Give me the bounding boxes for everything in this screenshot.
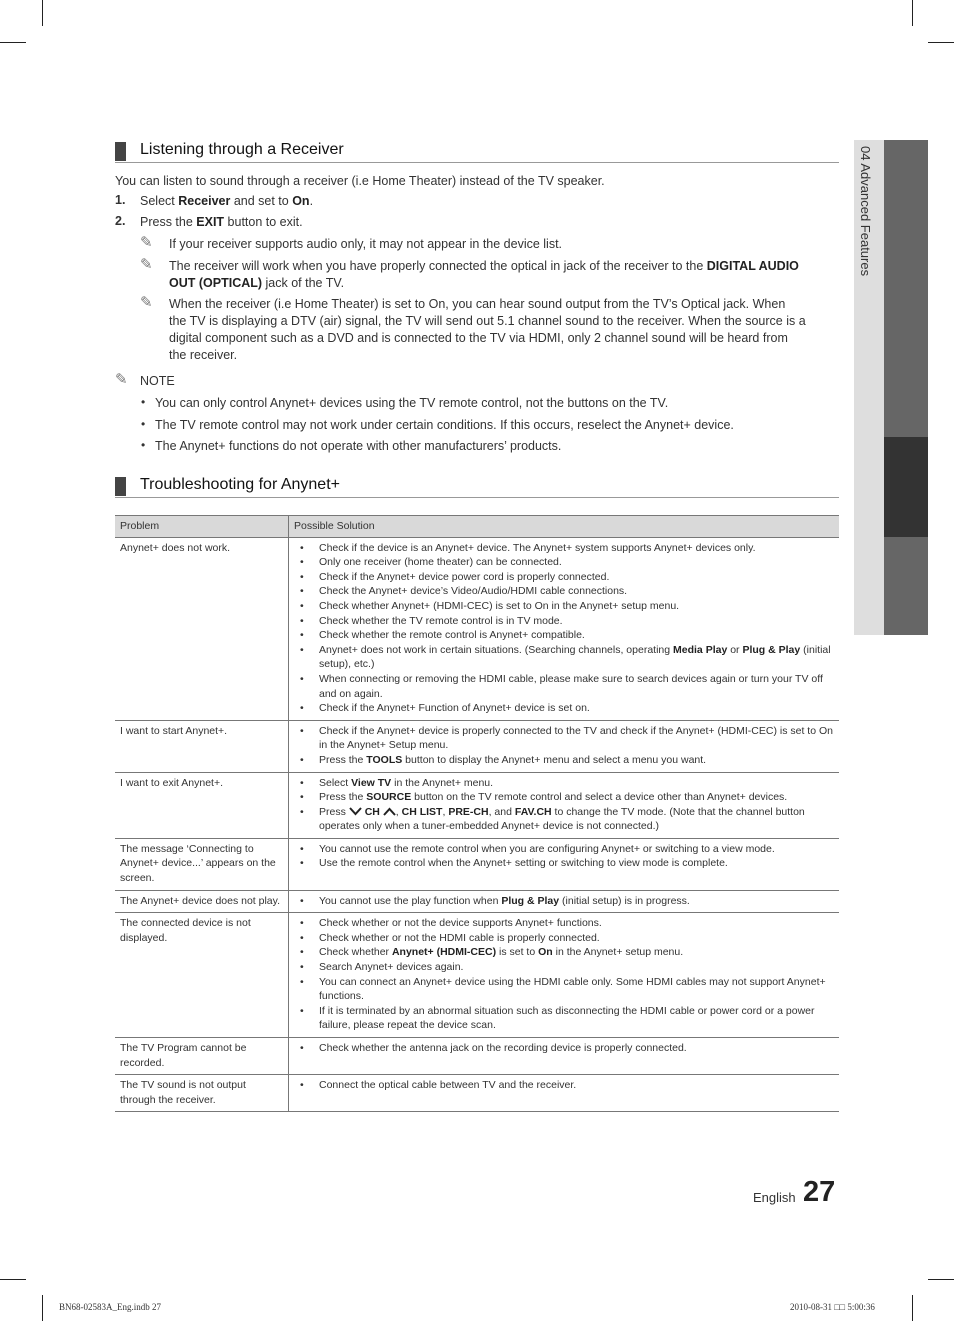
text: Check whether the antenna jack on the recording device is properly connected. [319,1042,687,1054]
pencil-icon: ✎ [140,234,153,251]
crop-mark [0,42,26,43]
heading-bar [115,142,126,161]
bullet-icon: • [300,842,304,855]
section-heading [115,475,839,498]
text: jack of the TV. [262,276,345,290]
bold-text: EXIT [196,215,225,229]
text: (initial setup), etc.) [319,643,831,671]
intro-text: You can listen to sound through a receiver (i.e Home Theater) instead of the TV speaker. [115,174,605,188]
pencil-icon: ✎ [140,294,153,311]
text: in the Anynet+ menu. [391,776,494,789]
print-date-info: 2010-08-31 □□ 5:00:36 [790,1302,875,1312]
list-item [297,790,834,805]
bullet-icon: • [141,395,146,409]
bold-text: Plug & Play [501,894,560,907]
bullet-icon: • [300,585,304,598]
problem-cell: Anynet+ does not work. [115,537,289,720]
note-label: NOTE [140,374,175,388]
list-item [297,672,834,701]
text: Check whether [319,946,392,959]
table-row [115,772,839,838]
solution-cell [289,1038,840,1075]
text: Check whether the remote control is Anynet+ compatible. [319,629,585,642]
problem-cell: The TV sound is not output through the receiver. [115,1075,289,1112]
bold-text: DIGITAL AUDIO [706,259,799,273]
list-item [297,1041,834,1056]
bold-text: TOOLS [366,753,403,766]
text: Check if the Anynet+ device is properly connected to the TV and check if the Anynet+ (HDMI-CEC) is set to On in the Anynet+ Setup menu. [319,724,833,752]
text: Check if the Anynet+ Function of Anynet+ device is set on. [319,702,590,715]
text: Check whether the TV remote control is in TV mode. [319,614,563,627]
text: and set to [230,194,293,208]
section-heading [115,140,839,163]
text: Connect the optical cable between TV and the receiver. [319,1079,577,1092]
problem-cell: The Anynet+ device does not play. [115,890,289,913]
bullet-icon: • [300,931,304,944]
list-item [297,643,834,672]
section-title: Troubleshooting for Anynet+ [140,476,340,493]
text: Select [319,776,352,789]
list-item [297,931,834,946]
bullet-icon: • [300,599,304,612]
text: Anynet+ does not work in certain situations. (Searching channels, operating [319,643,674,656]
problem-cell: The TV Program cannot be recorded. [115,1038,289,1075]
solution-cell [289,913,840,1038]
text: Check if the Anynet+ device power cord is properly connected. [319,570,610,583]
crop-mark [912,1295,913,1321]
bold-text: PRE-CH [448,805,489,818]
bullet-icon: • [300,1042,304,1054]
list-item [297,599,834,614]
text: When connecting or removing the HDMI cable, please make sure to search devices again or turn your TV off and on again. [319,672,823,700]
problem-cell: I want to exit Anynet+. [115,772,289,838]
bullet-icon: • [300,857,304,870]
problem-cell: The connected device is not displayed. [115,913,289,1038]
list-item [297,628,834,643]
bullet-icon: • [300,917,304,930]
pencil-icon: ✎ [140,256,153,273]
bold-text: Receiver [178,194,231,208]
list-item [297,614,834,629]
list-item [297,856,834,871]
crop-mark [928,42,954,43]
list-item [297,541,834,556]
text: in the Anynet+ setup menu. [552,946,684,959]
chapter-label: 04 Advanced Features [858,146,873,277]
table-row [115,913,839,1038]
list-item: • Press CH , CH LIST, PRE-CH, and FAV.CH to change the TV mode. (Note that the channel button operates only when a tuner-embedded Anynet+ device is not connected.) [300,805,805,833]
text: Press the [140,215,197,229]
text: Press the [319,791,367,804]
pencil-icon: ✎ [115,371,128,388]
crop-mark [42,0,43,26]
list-item [297,570,834,585]
bullet-icon: • [300,805,304,818]
text: button to exit. [224,215,303,229]
step-text [140,193,313,210]
table-row [115,537,839,720]
chapter-tab [884,140,928,437]
table-row [115,720,839,772]
step-number: 1. [115,193,126,207]
table-row [115,1075,839,1112]
bold-text: SOURCE [366,791,412,804]
bullet-icon: • [300,894,304,907]
bullet-icon: • [300,1079,304,1092]
bullet-icon: • [300,791,304,804]
bullet-icon: • [300,961,304,974]
list-item [297,724,834,753]
solution-cell [289,720,840,772]
list-item [297,894,834,909]
crop-mark [912,0,913,26]
list-item [297,916,834,931]
bullet-icon: • [141,438,146,452]
text: (initial setup) is in progress. [559,894,690,907]
chevron-up-icon [383,807,396,816]
list-item [297,701,834,716]
text: Check if the device is an Anynet+ device. The Anynet+ system supports Anynet+ devices only. [319,541,756,554]
solution-cell [289,838,840,890]
bold-text: OUT (OPTICAL) [169,276,263,290]
chevron-down-icon [349,807,362,816]
solution-cell [289,537,840,720]
bold-text: View TV [351,776,392,789]
list-item [297,960,834,975]
note-text [169,258,839,292]
text: the TV is displaying a DTV (air) signal, the TV will send out 5.1 channel sound to the receiver. When the source is a [169,314,806,328]
bold-text: CH LIST [401,805,443,818]
text: If it is terminated by an abnormal situation such as disconnecting the HDMI cable or power cord or a power failure, please repeat the device scan. [319,1004,815,1032]
text: Check whether or not the HDMI cable is properly connected. [319,931,600,944]
table-row [115,890,839,913]
bullet-text: The TV remote control may not work under certain conditions. If this occurs, reselect the Anynet+ device. [155,418,734,432]
text: to change the TV mode. (Note that the channel button operates only when a tuner-embedded Anynet+ device is not connected.) [319,805,805,833]
text: Check whether Anynet+ (HDMI-CEC) is set to On in the Anynet+ setup menu. [319,599,680,612]
text: Check whether or not the device supports Anynet+ functions. [319,917,602,930]
bullet-text: You can only control Anynet+ devices using the TV remote control, not the buttons on the TV. [155,396,669,410]
text: , and [488,805,515,818]
heading-bar [115,477,126,496]
text: digital component such as a DVD and is connected to the TV via HDMI, only 2 channel sound will be heard from [169,331,788,345]
crop-mark [0,1279,26,1280]
bullet-icon: • [300,1004,304,1017]
troubleshooting-table [115,515,839,1112]
step-text [140,214,303,231]
column-header: Possible Solution [289,516,840,538]
solution-cell [289,890,840,913]
bullet-icon: • [300,614,304,627]
chapter-tab [884,537,928,635]
bullet-icon: • [300,975,304,988]
text: button to display the Anynet+ menu and select a menu you want. [402,753,707,766]
text: When the receiver (i.e Home Theater) is set to On, you can hear sound output from the TV’s Optical jack. When [169,297,786,311]
note-text: If your receiver supports audio only, it may not appear in the device list. [169,237,563,251]
text: Check the Anynet+ device’s Video/Audio/HDMI cable connections. [319,585,628,598]
section-title: Listening through a Receiver [140,141,344,158]
list-item [297,584,834,599]
bold-text: CH [364,805,380,818]
table-header-row [115,516,839,538]
text: Only one receiver (home theater) can be connected. [319,556,562,569]
crop-mark [42,1295,43,1321]
text: You can connect an Anynet+ device using the HDMI cable only. Some HDMI cables may not support Anynet+ functions. [319,975,826,1003]
crop-mark [928,1279,954,1280]
bold-text: On [538,946,553,959]
problem-cell: The message ‘Connecting to Anynet+ device...’ appears on the screen. [115,838,289,890]
text: You cannot use the remote control when you are configuring Anynet+ or switching to a view mode. [319,842,775,855]
bullet-icon: • [300,629,304,642]
page-number: 27 [803,1176,836,1208]
note-text [169,296,839,364]
text: The receiver will work when you have properly connected the optical in jack of the receiver to the [169,259,707,273]
print-file-info: BN68-02583A_Eng.indb 27 [59,1302,161,1312]
chapter-tab-current [884,437,928,537]
bullet-icon: • [300,753,304,766]
bullet-icon: • [300,541,304,554]
bold-text: Media Play [673,643,728,656]
list-item [297,555,834,570]
column-header: Problem [115,516,289,538]
text: Select [140,194,179,208]
table-row [115,1038,839,1075]
text: Press the [319,753,367,766]
list-item [297,1078,834,1093]
bold-text: On [292,194,310,208]
list-item [297,945,834,960]
step-number: 2. [115,214,126,228]
footer-language: English [753,1190,796,1205]
bullet-text: The Anynet+ functions do not operate with other manufacturers’ products. [155,439,562,453]
text: button on the TV remote control and select a device other than Anynet+ devices. [411,791,788,804]
bold-text: Plug & Play [742,643,801,656]
list-item [297,1004,834,1033]
text: You cannot use the play function when [319,894,502,907]
bullet-icon: • [300,570,304,583]
solution-cell [289,1075,840,1112]
problem-cell: I want to start Anynet+. [115,720,289,772]
text: Search Anynet+ devices again. [319,961,464,974]
bold-text: FAV.CH [514,805,552,818]
list-item [297,753,834,768]
bold-text: Anynet+ (HDMI-CEC) [391,946,497,959]
solution-cell [289,772,840,838]
text: is set to [496,946,539,959]
text: Press [319,805,349,818]
bullet-icon: • [300,776,304,789]
bullet-icon: • [300,702,304,715]
text: . [309,194,314,208]
list-item [297,975,834,1004]
bullet-icon: • [300,643,304,656]
bullet-icon: • [300,556,304,569]
list-item [297,776,834,791]
bullet-icon: • [141,417,146,431]
table-row [115,838,839,890]
text: or [727,643,743,656]
list-item [297,842,834,857]
bullet-icon: • [300,724,304,737]
bullet-icon: • [300,946,304,959]
bullet-icon: • [300,672,304,685]
text: Use the remote control when the Anynet+ setting or switching to view mode is complete. [319,857,728,870]
text: the receiver. [169,348,238,362]
